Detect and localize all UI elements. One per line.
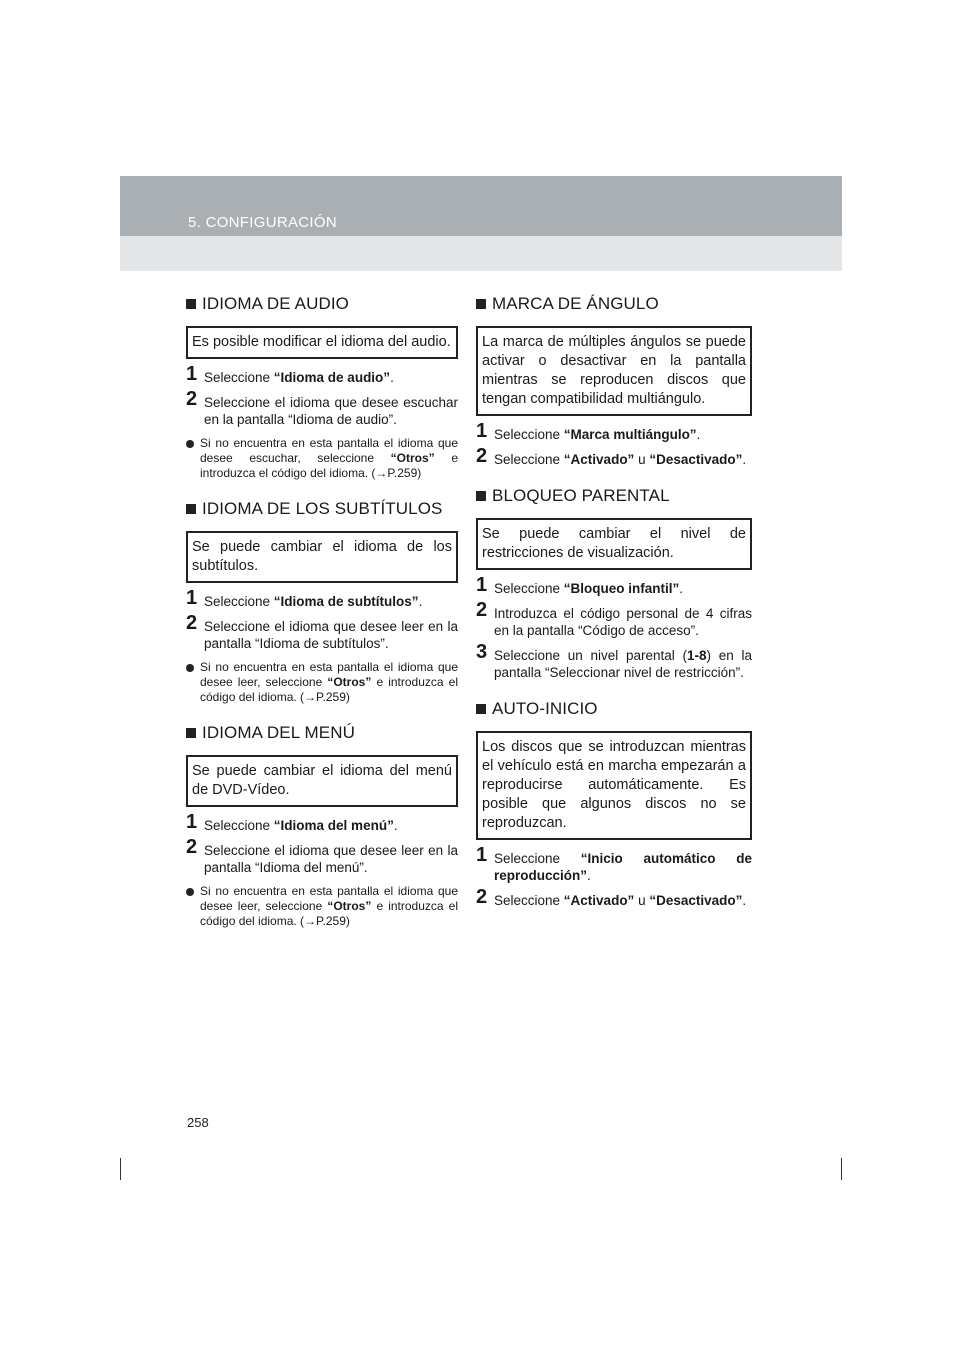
section-angle-title: MARCA DE ÁNGULO [476,294,752,314]
step-item: 3 Seleccione un nivel parental (1-8) en la pantalla “Seleccionar nivel de restricción”. [476,641,752,680]
note-item: Si no encuentra en esta pantalla el idioma que desee escuchar, seleccione “Otros” e introduzca el código del idioma. (→P.259) [186,436,458,481]
step-item: 1 Seleccione “Bloqueo infantil”. [476,574,684,596]
bullet-icon [186,888,194,896]
step-number: 2 [476,886,488,908]
section-menu-title: IDIOMA DEL MENÚ [186,723,458,743]
step-number: 1 [476,574,488,596]
step-number: 2 [476,599,488,621]
square-bullet-icon [186,504,196,514]
page-number: 258 [187,1115,209,1130]
step-number: 2 [186,388,198,410]
section-parental-intro: Se puede cambiar el nivel de restricciones de visualización. [476,518,752,570]
square-bullet-icon [476,704,486,714]
step-number: 2 [186,836,198,858]
step-number: 3 [476,641,488,663]
note-item: Si no encuentra en esta pantalla el idioma que desee leer, seleccione “Otros” e introduzca el código del idioma. (→P.259) [186,660,458,705]
step-number: 1 [186,811,198,833]
square-bullet-icon [186,728,196,738]
step-item: 2 Seleccione “Activado” u “Desactivado”. [476,445,747,467]
header-strip [120,236,842,271]
step-item: 1 Seleccione “Marca multiángulo”. [476,420,701,442]
step-number: 1 [186,587,198,609]
section-audio-title: IDIOMA DE AUDIO [186,294,458,314]
step-item: 2 Seleccione el idioma que desee escuchar en la pantalla “Idioma de audio”. [186,388,458,427]
chapter-title: 5. CONFIGURACIÓN [188,214,337,231]
crop-mark [120,1158,121,1180]
step-number: 2 [186,612,198,634]
step-number: 1 [476,420,488,442]
note-item: Si no encuentra en esta pantalla el idioma que desee leer, seleccione “Otros” e introduzca el código del idioma. (→P.259) [186,884,458,929]
section-autostart-intro: Los discos que se introduzcan mientras el vehículo está en marcha empezarán a reproducirse automáticamente. Es posible que algunos discos no se reproduzcan. [476,731,752,840]
section-autostart-title: AUTO-INICIO [476,699,752,719]
step-number: 2 [476,445,488,467]
section-parental-title: BLOQUEO PARENTAL [476,486,752,506]
step-item: 1 Seleccione “Inicio automático de reproducción”. [476,844,752,883]
bullet-icon [186,440,194,448]
bullet-icon [186,664,194,672]
section-audio-intro: Es posible modificar el idioma del audio. [186,326,458,359]
section-subtitles-title: IDIOMA DE LOS SUBTÍTULOS [186,499,458,519]
section-subtitles-intro: Se puede cambiar el idioma de los subtítulos. [186,531,458,583]
section-menu-intro: Se puede cambiar el idioma del menú de DVD-Vídeo. [186,755,458,807]
right-column [476,294,752,917]
square-bullet-icon [476,491,486,501]
page-header [120,176,842,271]
step-number: 1 [186,363,198,385]
step-number: 1 [476,844,488,866]
step-item: 2 Seleccione “Activado” u “Desactivado”. [476,886,747,908]
step-item: 1 Seleccione “Idioma de audio”. [186,363,394,385]
square-bullet-icon [186,299,196,309]
crop-mark [841,1158,842,1180]
section-angle-intro: La marca de múltiples ángulos se puede activar o desactivar en la pantalla mientras se reproducen discos que tengan compatibilidad multiángulo. [476,326,752,416]
square-bullet-icon [476,299,486,309]
step-item: 2 Seleccione el idioma que desee leer en la pantalla “Idioma de subtítulos”. [186,612,458,651]
step-item: 2 Introduzca el código personal de 4 cifras en la pantalla “Código de acceso”. [476,599,752,638]
step-item: 2 Seleccione el idioma que desee leer en la pantalla “Idioma del menú”. [186,836,458,875]
step-item: 1 Seleccione “Idioma de subtítulos”. [186,587,423,609]
step-item: 1 Seleccione “Idioma del menú”. [186,811,398,833]
left-column [186,294,458,947]
